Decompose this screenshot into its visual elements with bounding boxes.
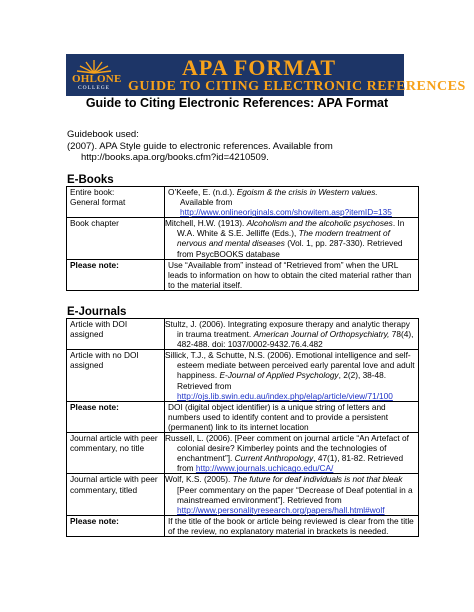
citation-text: Sillick, T.J., & Schutte, N.S. (2006). Emotional intelligence and self-esteem mediate between perceived early parental love and adult happiness. xyxy=(165,350,415,381)
citation-title: The modern treatment of nervous and mental diseases xyxy=(177,228,390,249)
citation-title: E-Journal of Applied Psychology xyxy=(219,370,339,381)
note-cell: DOI (digital object identifier) is a unique string of letters and numbers used to identify content and to provide a persistent (permanent) link to its internet location xyxy=(165,401,419,432)
banner-subtitle: GUIDE TO CITING ELECTRONIC REFERENCES xyxy=(128,79,466,94)
guidebook-label: Guidebook used: xyxy=(67,129,139,140)
ohlone-college-logo xyxy=(72,58,122,92)
citation-text: , 2(2), 38-48. Retrieved from xyxy=(177,370,387,391)
citation-cell xyxy=(165,433,419,474)
citation-title: The future for deaf individuals is not that bleak xyxy=(232,474,403,485)
row-label-line: Entire book: xyxy=(70,187,115,197)
table-row xyxy=(67,187,419,218)
citation-cell xyxy=(165,187,419,218)
citation-text: Available from xyxy=(180,197,233,208)
citation-text: Stultz, J. (2006). Integrating exposure therapy and analytic therapy in trauma treatment. xyxy=(165,319,410,340)
guidebook-url: http://books.apa.org/books.cfm?id=4210509. xyxy=(81,152,269,163)
table-row xyxy=(67,350,419,401)
citation-text: Russell, L. (2006). [Peer comment on journal article “An Artefact of colonial desire? Kimberley points and the technologies of enchantment”]. xyxy=(165,433,409,464)
table-row xyxy=(67,515,419,536)
row-label-line: General format xyxy=(70,197,126,208)
citation-link[interactable]: http://www.onlineoriginals.com/showitem.asp?itemID=135 xyxy=(180,207,392,218)
guidebook-note xyxy=(67,129,427,164)
header-banner xyxy=(66,54,466,96)
citation-text: [Peer commentary on the paper “Decrease of Deaf potential in a mainstreamed environment”]. Retrieved from xyxy=(177,484,413,505)
note-cell: If the title of the book or article being reviewed is clear from the title of the review, no explanatory material in brackets is needed. xyxy=(165,515,419,536)
citation-cell xyxy=(165,350,419,401)
row-label: Please note: xyxy=(67,401,165,432)
ejournals-table xyxy=(66,318,419,537)
logo-subtitle: COLLEGE xyxy=(77,85,111,91)
table-row xyxy=(67,433,419,474)
citation-text: Mitchell, H.W. (1913). xyxy=(165,218,247,229)
row-label: Journal article with peer commentary, titled xyxy=(67,474,165,515)
logo-name: OHLONE xyxy=(72,73,122,85)
row-label: Please note: xyxy=(67,259,165,290)
citation-title: Alcoholism and the alcoholic psychoses xyxy=(246,218,393,229)
guidebook-citation: (2007). APA Style guide to electronic references. Available from xyxy=(67,140,333,152)
ebooks-heading: E-Books xyxy=(67,174,114,186)
citation-cell xyxy=(165,218,419,259)
table-row xyxy=(67,474,419,515)
citation-title: Egoism & the crisis in Western values. xyxy=(236,187,378,197)
row-label: Please note: xyxy=(67,515,165,536)
citation-text: 78(4), 482-488. doi: 1037/0002-9432.76.4.482 xyxy=(177,329,414,350)
citation-text: , 47(1), 81-82. Retrieved from xyxy=(177,453,404,474)
citation-title: Current Anthropology xyxy=(234,453,314,464)
citation-text: O’Keefe, E. (n.d.). xyxy=(168,187,237,197)
row-label: Journal article with peer commentary, no title xyxy=(67,433,165,474)
page-title: Guide to Citing Electronic References: APA Format xyxy=(85,96,389,110)
banner-title: APA FORMAT xyxy=(182,55,336,80)
row-label: Article with DOI assigned xyxy=(67,319,165,350)
citation-text: . In W.A. White & S.E. Jelliffe (Eds.), xyxy=(177,218,405,239)
table-row xyxy=(67,319,419,350)
citation-cell xyxy=(165,474,419,515)
row-label: Article with no DOI assigned xyxy=(67,350,165,401)
citation-link[interactable]: http://www.personalityresearch.org/papers/hall.html#wolf xyxy=(177,504,385,515)
row-label: Book chapter xyxy=(67,218,165,259)
ejournals-heading: E-Journals xyxy=(67,306,127,318)
citation-link[interactable]: http://ojs.lib.swin.edu.au/index.php/elap/article/view/71/100 xyxy=(177,390,393,401)
table-row xyxy=(67,218,419,259)
sun-rays-icon xyxy=(72,58,116,74)
citation-link[interactable]: http://www.journals.uchicago.edu/CA/ xyxy=(195,463,334,474)
note-cell: Use “Available from” instead of “Retrieved from” when the URL leads to information on how to obtain the cited material rather than to the material itself. xyxy=(165,259,419,290)
citation-text: (Vol. 1, pp. 287-330). Retrieved from PsycBOOKS database xyxy=(177,238,403,259)
row-label xyxy=(67,187,165,218)
table-row xyxy=(67,401,419,432)
citation-text: Wolf, K.S. (2005). xyxy=(165,474,233,485)
ebooks-table xyxy=(66,186,419,291)
citation-cell xyxy=(165,319,419,350)
table-row xyxy=(67,259,419,290)
citation-title: American Journal of Orthopsychiatry, xyxy=(253,329,390,340)
